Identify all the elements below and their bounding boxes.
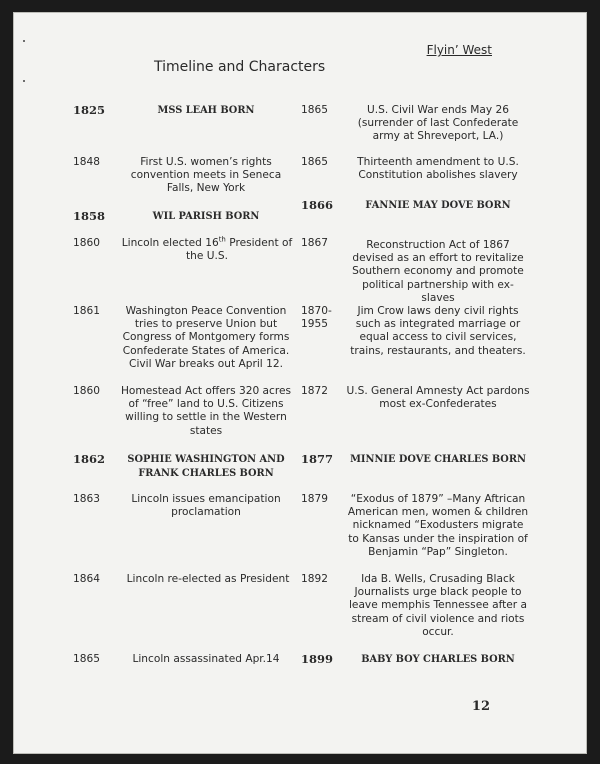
timeline-year: 1865 [301,156,328,168]
timeline-year: 1862 [73,452,106,466]
timeline-event: U.S. Civil War ends May 26 (surrender of last Confederate army at Shreveport, LA.) [357,104,519,143]
timeline-year: 1858 [73,209,106,223]
timeline-year: 1867 [301,237,328,249]
timeline-year: 1872 [301,385,328,397]
timeline-year: 1879 [301,493,328,505]
timeline-event: Reconstruction Act of 1867 devised as an effort to revitalize Southern economy and promote political partnership with ex-slaves [352,239,524,304]
timeline-event: Thirteenth amendment to U.S. Constitution abolishes slavery [357,156,519,182]
timeline-year: 1860 [73,237,100,249]
timeline-year: 1848 [73,156,100,168]
timeline-year: 1899 [301,652,334,666]
character-birth-event: SOPHIE WASHINGTON AND FRANK CHARLES BORN [127,454,285,479]
character-birth-event: BABY BOY CHARLES BORN [361,654,515,665]
page-heading: Timeline and Characters [154,59,326,75]
timeline-year: 1825 [73,103,106,117]
timeline-event: Washington Peace Convention tries to preserve Union but Congress of Montgomery forms Confederate States of America. Civil War breaks out April 12. [122,305,290,370]
timeline-year: 1860 [73,385,100,397]
document-page [14,13,586,753]
page-number: 12 [471,699,490,714]
character-birth-event: WIL PARISH BORN [152,211,260,222]
timeline-year: 1870-1955 [301,305,332,331]
timeline-year: 1865 [73,653,100,665]
character-birth-event: FANNIE MAY DOVE BORN [365,200,511,211]
timeline-event: First U.S. women’s rights convention meets in Seneca Falls, New York [130,156,282,195]
timeline-event: U.S. General Amnesty Act pardons most ex-Confederates [346,385,530,411]
timeline-year: 1864 [73,573,100,585]
timeline-event: “Exodus of 1879” –Many Aftrican American men, women & children nicknamed “Exodusters migrate to Kansas under the inspiration of Benjamin “Pap” Singleton. [347,493,529,558]
speck-mark [23,40,25,42]
timeline-event: Lincoln elected 16th President of the U.S. [121,235,293,263]
timeline-event: Homestead Act offers 320 acres of “free” land to U.S. Citizens willing to settle in the Western states [120,385,292,437]
play-title: Flyin’ West [426,43,492,57]
character-birth-event: MSS LEAH BORN [157,105,255,116]
speck-mark [23,80,25,82]
timeline-year: 1866 [301,198,334,212]
timeline-event: Lincoln issues emancipation proclamation [131,493,281,519]
character-birth-event: MINNIE DOVE CHARLES BORN [350,454,526,465]
timeline-year: 1892 [301,573,328,585]
timeline-event: Lincoln assassinated Apr.14 [132,653,280,665]
timeline-event: Jim Crow laws deny civil rights such as integrated marriage or equal access to civil services, trains, restaurants, and theaters. [350,305,526,357]
timeline-event: Ida B. Wells, Crusading Black Journalists urge black people to leave memphis Tennessee after a stream of civil violence and riots occur. [348,573,528,638]
timeline-year: 1863 [73,493,100,505]
timeline-year: 1865 [301,104,328,116]
timeline-event: Lincoln re-elected as President [126,573,290,585]
timeline-year: 1877 [301,452,334,466]
timeline-year: 1861 [73,305,100,317]
